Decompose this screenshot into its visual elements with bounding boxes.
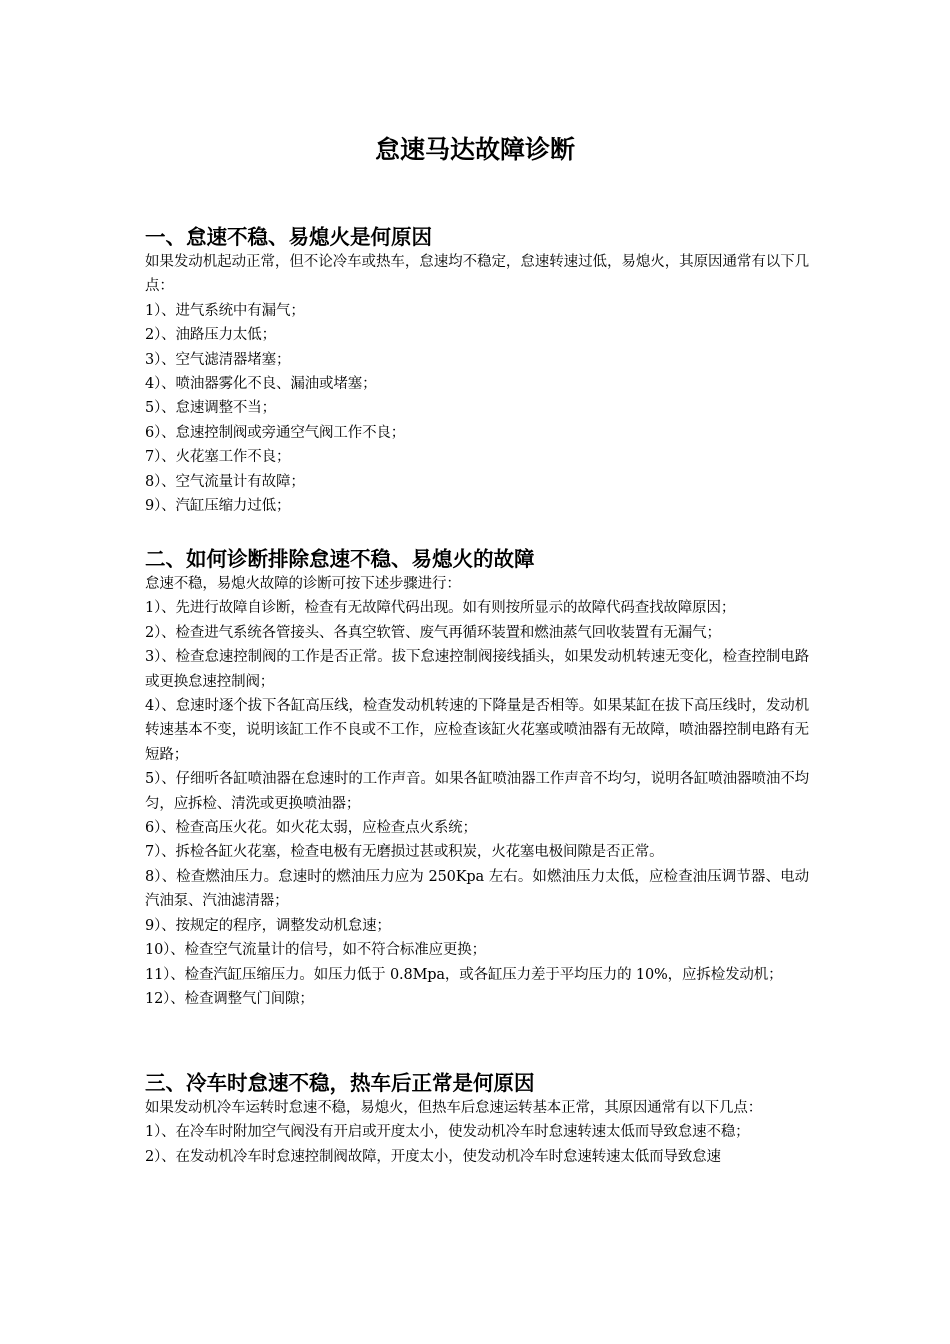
list-item: 9）、汽缸压缩力过低； xyxy=(145,498,291,515)
list-item: 7）、火花塞工作不良； xyxy=(145,449,291,466)
list-item: 11）、检查汽缸压缩压力。如压力低于 0.8Mpa，或各缸压力差于平均压力的 10%，应拆检发动机； xyxy=(145,966,783,983)
list-item: 3）、检查怠速控制阀的工作是否正常。拔下怠速控制阀接线插头，如果发动机转速无变化，检查控制电路或更换怠速控制阀； xyxy=(145,649,809,690)
section-heading: 一、怠速不稳、易熄火是何原因 xyxy=(145,225,432,249)
list-item: 4）、喷油器雾化不良、漏油或堵塞； xyxy=(145,376,377,393)
section-1 xyxy=(145,224,809,518)
paragraph: 如果发动机起动正常，但不论冷车或热车，怠速均不稳定，怠速转速过低，易熄火，其原因通常有以下几点： xyxy=(145,254,809,295)
list-item: 1）、先进行故障自诊断，检查有无故障代码出现。如有则按所显示的故障代码查找故障原因； xyxy=(145,600,736,617)
paragraph: 如果发动机冷车运转时怠速不稳，易熄火，但热车后怠速运转基本正常，其原因通常有以下几点： xyxy=(145,1100,763,1116)
section-heading: 二、如何诊断排除怠速不稳、易熄火的故障 xyxy=(145,547,535,571)
list-item: 2）、在发动机冷车时怠速控制阀故障，开度太小，使发动机冷车时怠速转速太低而导致怠速 xyxy=(145,1148,721,1165)
list-item: 6）、检查高压火花。如火花太弱，应检查点火系统； xyxy=(145,820,477,837)
list-item: 2）、检查进气系统各管接头、各真空软管、废气再循环装置和燃油蒸气回收装置有无漏气； xyxy=(145,624,721,641)
list-item: 5）、怠速调整不当； xyxy=(145,400,276,417)
list-item: 2）、油路压力太低； xyxy=(145,327,276,344)
list-item: 4）、怠速时逐个拔下各缸高压线，检查发动机转速的下降量是否相等。如果某缸在拔下高压线时，发动机转速基本不变，说明该缸工作不良或不工作，应检查该缸火花塞或喷油器有无故障，喷油器控制电路有无短路； xyxy=(145,698,809,763)
paragraph: 怠速不稳，易熄火故障的诊断可按下述步骤进行： xyxy=(145,576,461,592)
list-item: 5）、仔细听各缸喷油器在怠速时的工作声音。如果各缸喷油器工作声音不均匀，说明各缸喷油器喷油不均匀，应拆检、清洗或更换喷油器； xyxy=(145,771,809,812)
list-item: 10）、检查空气流量计的信号，如不符合标准应更换； xyxy=(145,942,486,959)
list-item: 12）、检查调整气门间隙； xyxy=(145,990,314,1007)
list-item: 3）、空气滤清器堵塞； xyxy=(145,351,291,368)
document-title: 怠速马达故障诊断 xyxy=(374,135,575,164)
list-item: 7）、拆检各缸火花塞，检查电极有无磨损过甚或积炭，火花塞电极间隙是否正常。 xyxy=(145,844,664,861)
list-item: 8）、检查燃油压力。怠速时的燃油压力应为 250Kpa 左右。如燃油压力太低，应检查油压调节器、电动汽油泵、汽油滤清器； xyxy=(145,868,809,910)
list-item: 6）、怠速控制阀或旁通空气阀工作不良； xyxy=(145,424,406,441)
list-item: 1）、进气系统中有漏气； xyxy=(145,302,305,319)
section-heading: 三、冷车时怠速不稳，热车后正常是何原因 xyxy=(145,1071,535,1095)
list-item: 9）、按规定的程序，调整发动机怠速； xyxy=(145,917,391,934)
section-2 xyxy=(145,546,809,1011)
list-item: 1）、在冷车时附加空气阀没有开启或开度太小，使发动机冷车时怠速转速太低而导致怠速不稳； xyxy=(145,1124,750,1141)
section-3 xyxy=(145,1070,809,1169)
list-item: 8）、空气流量计有故障； xyxy=(145,473,305,490)
